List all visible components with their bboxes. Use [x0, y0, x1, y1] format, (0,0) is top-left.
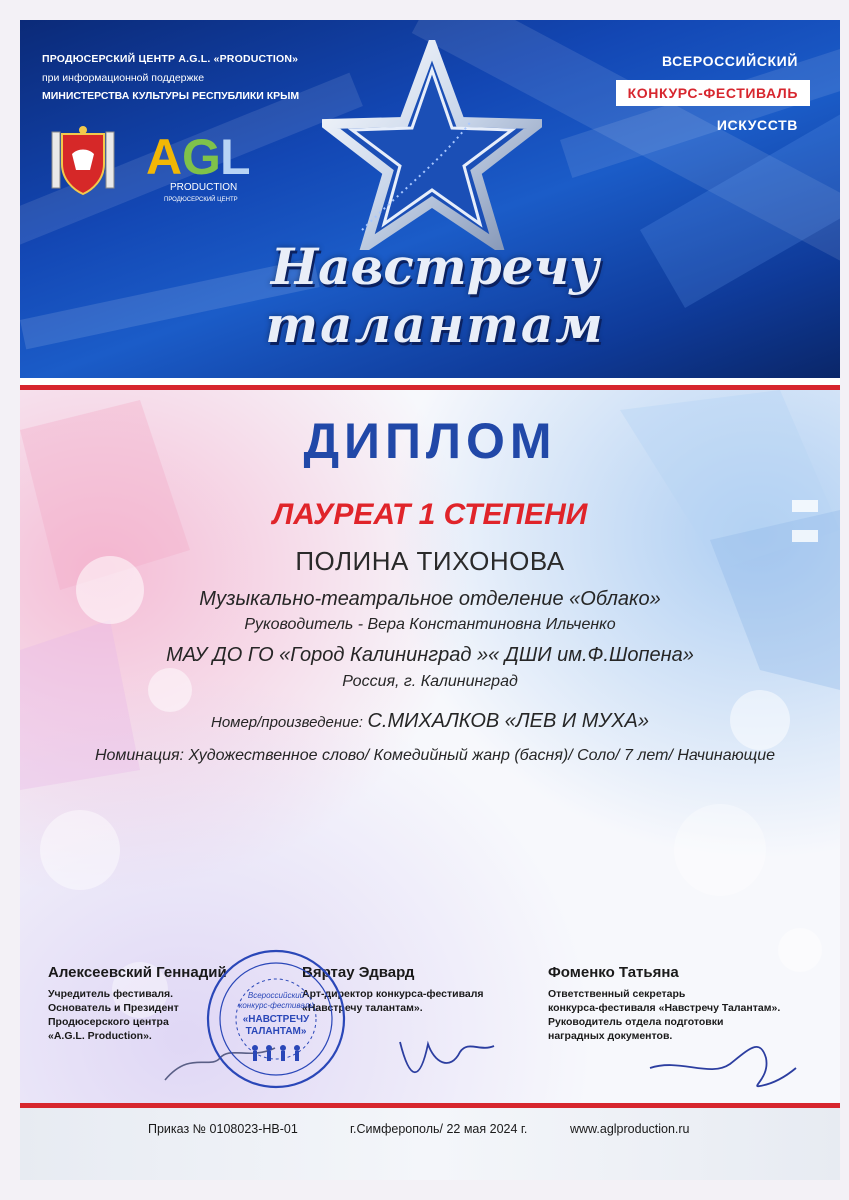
organizer-line-1: ПРОДЮСЕРСКИЙ ЦЕНТР A.G.L. «PRODUCTION» — [42, 53, 299, 65]
header-banner — [20, 20, 840, 385]
work-value: С.МИХАЛКОВ «ЛЕВ И МУХА» — [367, 710, 649, 732]
contest-title — [255, 238, 615, 354]
stamp-line-4: ТАЛАНТАМ» — [245, 1026, 307, 1037]
work-label: Номер/произведение: — [211, 714, 363, 731]
website-link[interactable]: www.aglproduction.ru — [570, 1122, 690, 1136]
leader: Руководитель - Вера Константиновна Ильченко — [244, 616, 616, 633]
contest-line-3: ИСКУССТВ — [716, 117, 798, 133]
organizer-line-3: МИНИСТЕРСТВА КУЛЬТУРЫ РЕСПУБЛИКИ КРЫМ — [42, 90, 300, 102]
contest-line-2: КОНКУРС-ФЕСТИВАЛЬ — [616, 80, 810, 106]
order-number: Приказ № 0108023-НВ-01 — [148, 1122, 298, 1136]
signatory-name-2: Вяртау Эдвард — [302, 964, 415, 981]
nomination-value: Художественное слово/ Комедийный жанр (басня)/ Соло/ 7 лет/ Начинающие — [188, 747, 776, 764]
stamp-line-2: конкурс-фестиваль — [238, 1001, 314, 1010]
agl-production-logo — [142, 118, 252, 208]
signatory-role-2: Арт-директор конкурса-фестиваля «Навстречу талантам». — [302, 988, 484, 1014]
logo-sub-2: ПРОДЮСЕРСКИЙ ЦЕНТР — [164, 197, 238, 203]
signatory-role-3: Ответственный секретарь конкурса-фестиваля «Навстречу Талантам». Руководитель отдела подготовки наградных документов. — [548, 988, 781, 1042]
department: Музыкально-театральное отделение «Облако» — [199, 588, 661, 610]
contest-title-line-2: талантам — [265, 295, 605, 354]
signatory-name-1: Алексеевский Геннадий — [48, 964, 227, 981]
logo-letter-g: G — [182, 129, 221, 185]
star-icon — [322, 40, 542, 250]
handwritten-signature-3 — [640, 1028, 800, 1098]
location: Россия, г. Калининград — [342, 673, 518, 690]
award-degree: ЛАУРЕАТ 1 СТЕПЕНИ — [272, 498, 588, 531]
official-stamp — [205, 948, 347, 1090]
organizer-line-2: при информационной поддержке — [42, 72, 205, 84]
logo-sub-1: PRODUCTION — [170, 182, 238, 193]
place-date: г.Симферополь/ 22 мая 2024 г. — [350, 1122, 528, 1136]
diploma-sheet — [20, 20, 840, 1180]
logo-letter-l: L — [220, 129, 251, 185]
crimea-coat-of-arms-icon — [50, 124, 116, 196]
school: МАУ ДО ГО «Город Калининград »« ДШИ им.Ф.Шопена» — [166, 644, 694, 666]
recipient-name: ПОЛИНА ТИХОНОВА — [295, 546, 565, 576]
contest-line-1: ВСЕРОССИЙСКИЙ — [662, 53, 798, 69]
nomination-row — [90, 743, 780, 769]
nomination-label: Номинация: — [94, 747, 184, 764]
stamp-line-3: «НАВСТРЕЧУ — [242, 1014, 310, 1025]
logo-letter-a: A — [146, 129, 183, 185]
signatory-name-3: Фоменко Татьяна — [548, 964, 679, 981]
work-row — [20, 710, 840, 733]
handwritten-signature-2 — [390, 1022, 500, 1092]
signatory-role-1: Учредитель фестиваля. Основатель и Президент Продюсерского центра «A.G.L. Production». — [48, 988, 179, 1042]
diploma-heading: ДИПЛОМ — [303, 413, 557, 469]
stamp-line-1: Всероссийский — [247, 991, 305, 1000]
header-divider-white — [20, 378, 840, 385]
contest-title-line-1: Навстречу — [270, 237, 600, 296]
footer-bar — [20, 1108, 840, 1180]
